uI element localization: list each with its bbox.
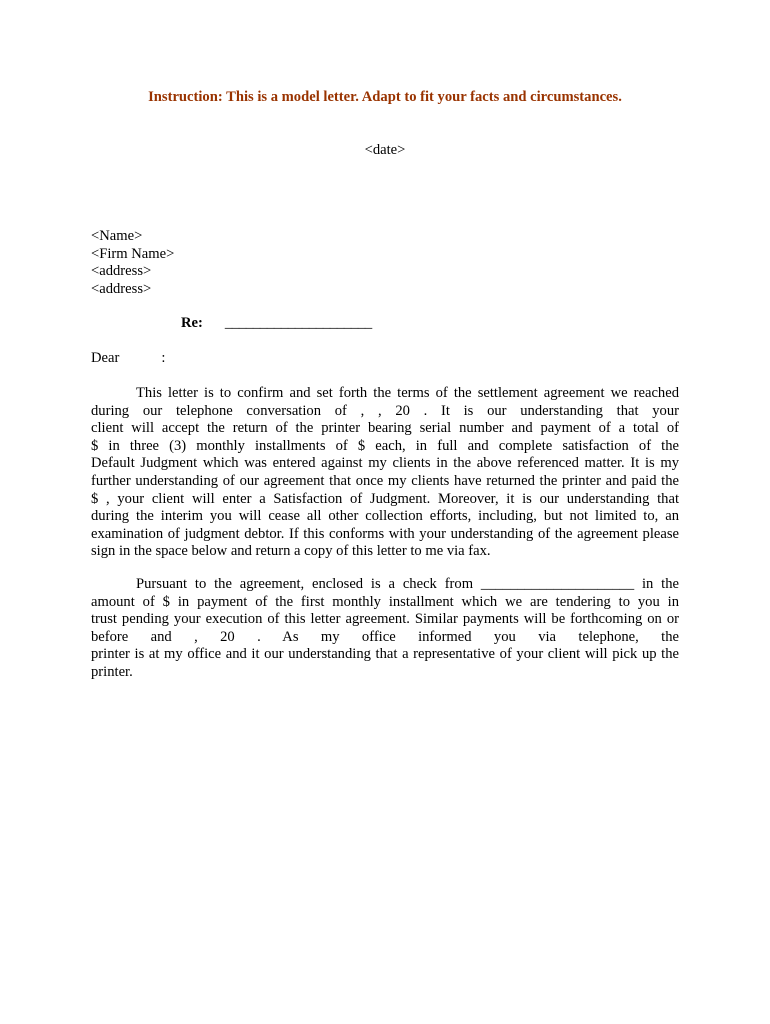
paragraph-line: $ in three (3) monthly installments of $ each, in full and complete satisfaction of the bbox=[91, 437, 679, 454]
paragraph-line: printer is at my office and it our understanding that a representative of your client will pick up the bbox=[91, 646, 679, 663]
paragraph-payment bbox=[91, 576, 679, 682]
instruction-note: Instruction: This is a model letter. Adapt to fit your facts and circumstances. bbox=[148, 89, 622, 105]
paragraph-line: before and , 20 . As my office informed you via telephone, the bbox=[91, 628, 679, 645]
paragraph-line: client will accept the return of the printer bearing serial number and payment of a total of bbox=[91, 420, 679, 437]
re-label: Re: bbox=[181, 315, 203, 331]
recipient-address-line-2: <address> bbox=[91, 280, 152, 297]
recipient-address-line-1: <address> bbox=[91, 263, 152, 280]
salutation-word: Dear bbox=[91, 350, 120, 366]
paragraph-line: trust pending your execution of this letter agreement. Similar payments will be forthcoming on or bbox=[91, 611, 679, 628]
re-blank: _____________________ bbox=[224, 315, 372, 331]
recipient-firm-name: <Firm Name> bbox=[91, 245, 175, 262]
paragraph-line: Pursuant to the agreement, enclosed is a check from _____________________ in the bbox=[136, 576, 679, 592]
paragraph-line: examination of judgment debtor. If this conforms with your understanding of the agreement please bbox=[91, 525, 679, 542]
recipient-address-block bbox=[91, 228, 174, 298]
paragraph-confirmation bbox=[91, 385, 679, 561]
re-line bbox=[181, 315, 372, 332]
salutation-colon: : bbox=[161, 350, 166, 366]
salutation bbox=[91, 350, 165, 367]
paragraph-line: This letter is to confirm and set forth the terms of the settlement agreement we reached bbox=[136, 385, 679, 401]
paragraph-line: $ , your client will enter a Satisfaction of Judgment. Moreover, it is our understanding that bbox=[91, 490, 679, 507]
paragraph-line: during our telephone conversation of , , 20 . It is our understanding that your bbox=[91, 402, 679, 419]
recipient-name: <Name> bbox=[91, 228, 143, 244]
paragraph-line: further understanding of our agreement that once my clients have returned the printer and paid the bbox=[91, 472, 679, 489]
paragraph-line: printer. bbox=[91, 663, 133, 680]
paragraph-line: during the interim you will cease all other collection efforts, including, but not limited to, an bbox=[91, 508, 679, 525]
date-placeholder: <date> bbox=[364, 142, 406, 158]
paragraph-line: Default Judgment which was entered against my clients in the above referenced matter. It is my bbox=[91, 455, 679, 472]
paragraph-line: amount of $ in payment of the first monthly installment which we are tendering to you in bbox=[91, 593, 679, 610]
paragraph-line: sign in the space below and return a copy of this letter to me via fax. bbox=[91, 543, 491, 560]
